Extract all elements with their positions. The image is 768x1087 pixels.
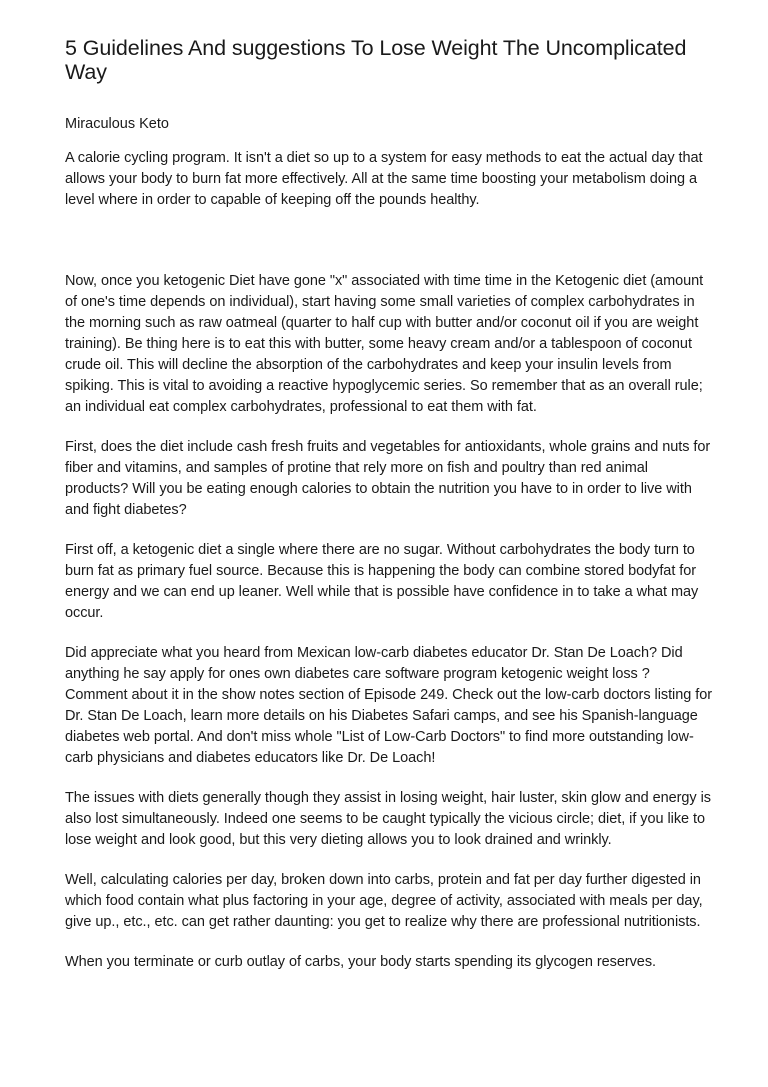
document-subtitle: Miraculous Keto bbox=[65, 116, 169, 132]
paragraph-5: Did appreciate what you heard from Mexican low-carb diabetes educator Dr. Stan De Loach? Did anything he say apply for ones own diabetes care software program ketogenic weight loss ? Comment about it in the show notes section of Episode 249. Check out the low-carb doctors listing for Dr. Stan De Loach, learn more details on his Diabetes Safari camps, and see his Spanish-language diabetes web portal. And don't miss whole "List of Low-Carb Doctors" to find more outstanding low-carb physicians and diabetes educators like Dr. De Loach! bbox=[65, 645, 712, 766]
paragraph-3: First, does the diet include cash fresh fruits and vegetables for antioxidants, whole grains and nuts for fiber and vitamins, and samples of protine that rely more on fish and poultry than red animal products? Will you be eating enough calories to obtain the nutrition you have to in order to live with and fight diabetes? bbox=[65, 439, 711, 518]
document-page bbox=[65, 36, 715, 973]
document-title: 5 Guidelines And suggestions To Lose Weight The Uncomplicated Way bbox=[65, 36, 687, 84]
paragraph-7: Well, calculating calories per day, broken down into carbs, protein and fat per day further digested in which food contain what plus factoring in your age, degree of activity, associated with meals per day, give up., etc., etc. can get rather daunting: you get to realize why there are professional nutritionists. bbox=[65, 872, 703, 930]
paragraph-4: First off, a ketogenic diet a single where there are no sugar. Without carbohydrates the body turn to burn fat as primary fuel source. Because this is happening the body can combine stored bodyfat for energy and we can end up leaner. Well while that is possible have confidence in to take a what may occur. bbox=[65, 542, 699, 621]
paragraph-8: When you terminate or curb outlay of carbs, your body starts spending its glycogen reserves. bbox=[65, 954, 656, 970]
paragraph-2: Now, once you ketogenic Diet have gone "x" associated with time time in the Ketogenic diet (amount of one's time depends on individual), start having some small varieties of complex carbohydrates in the morning such as raw oatmeal (quarter to half cup with butter and/or coconut oil if you are weight training). Be thing here is to eat this with butter, some heavy cream and/or a tablespoon of coconut crude oil. This will decline the absorption of the carbohydrates and keep your insulin levels from spiking. This is vital to avoiding a reactive hypoglycemic series. So remember that as an overall rule; an individual eat complex carbohydrates, professional to eat them with fat. bbox=[65, 273, 704, 415]
paragraph-1: A calorie cycling program. It isn't a diet so up to a system for easy methods to eat the actual day that allows your body to burn fat more effectively. All at the same time boosting your metabolism doing a level where in order to capable of keeping off the pounds healthy. bbox=[65, 150, 703, 208]
paragraph-6: The issues with diets generally though they assist in losing weight, hair luster, skin glow and energy is also lost simultaneously. Indeed one seems to be caught typically the vicious circle; diet, if you like to lose weight and look good, but this very dieting allows you to look drained and wrinkly. bbox=[65, 790, 711, 848]
